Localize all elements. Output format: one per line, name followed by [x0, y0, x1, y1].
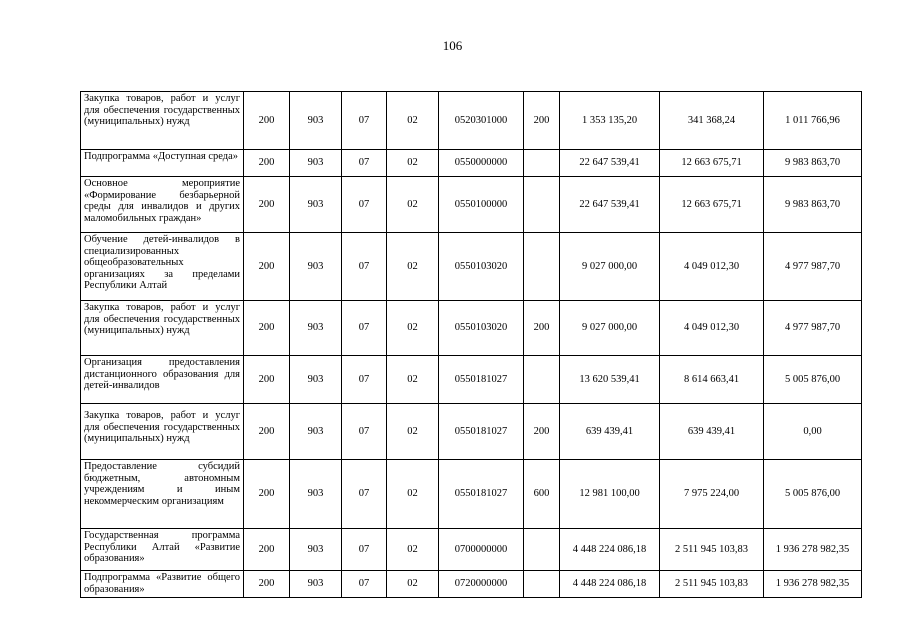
row-type: 200: [524, 404, 560, 460]
row-col-3: 07: [342, 177, 387, 233]
row-col-3: 07: [342, 92, 387, 150]
row-col-4: 02: [387, 460, 439, 529]
row-value-2: 4 049 012,30: [660, 301, 764, 356]
row-col-2: 903: [290, 150, 342, 177]
row-type: [524, 177, 560, 233]
row-col-3: 07: [342, 233, 387, 301]
row-name: Закупка товаров, работ и услуг для обеспечения государственных (муниципальных) нужд: [81, 404, 244, 460]
row-type: [524, 233, 560, 301]
row-col-4: 02: [387, 233, 439, 301]
table-row: [81, 233, 862, 301]
row-value-1: 9 027 000,00: [560, 233, 660, 301]
table-row: [81, 356, 862, 404]
row-name: Государственная программа Республики Алтай «Развитие образования»: [81, 529, 244, 571]
row-code: 0720000000: [439, 571, 524, 598]
table-row: [81, 529, 862, 571]
row-name: Закупка товаров, работ и услуг для обеспечения государственных (муниципальных) нужд: [81, 301, 244, 356]
row-col-1: 200: [244, 529, 290, 571]
row-value-1: 1 353 135,20: [560, 92, 660, 150]
row-code: 0550181027: [439, 460, 524, 529]
row-value-3: 9 983 863,70: [764, 150, 862, 177]
row-col-2: 903: [290, 356, 342, 404]
row-type: [524, 356, 560, 404]
row-value-3: 1 936 278 982,35: [764, 571, 862, 598]
row-col-3: 07: [342, 150, 387, 177]
row-col-1: 200: [244, 92, 290, 150]
row-value-2: 341 368,24: [660, 92, 764, 150]
row-col-4: 02: [387, 356, 439, 404]
row-value-1: 22 647 539,41: [560, 177, 660, 233]
row-col-1: 200: [244, 356, 290, 404]
row-value-3: 1 936 278 982,35: [764, 529, 862, 571]
row-name: Подпрограмма «Развитие общего образования»: [81, 571, 244, 598]
table-row: [81, 301, 862, 356]
table-row: [81, 404, 862, 460]
table-body: [81, 92, 862, 598]
row-type: [524, 571, 560, 598]
row-col-2: 903: [290, 92, 342, 150]
row-value-1: 13 620 539,41: [560, 356, 660, 404]
row-code: 0550103020: [439, 301, 524, 356]
row-col-4: 02: [387, 529, 439, 571]
row-col-3: 07: [342, 529, 387, 571]
row-code: 0550100000: [439, 177, 524, 233]
row-col-3: 07: [342, 460, 387, 529]
row-col-1: 200: [244, 571, 290, 598]
row-col-1: 200: [244, 301, 290, 356]
row-value-1: 12 981 100,00: [560, 460, 660, 529]
row-code: 0550000000: [439, 150, 524, 177]
row-col-2: 903: [290, 233, 342, 301]
row-col-2: 903: [290, 301, 342, 356]
row-col-2: 903: [290, 460, 342, 529]
table-row: [81, 460, 862, 529]
row-col-1: 200: [244, 233, 290, 301]
row-col-4: 02: [387, 92, 439, 150]
row-type: 200: [524, 301, 560, 356]
row-col-3: 07: [342, 356, 387, 404]
row-code: 0550103020: [439, 233, 524, 301]
row-col-1: 200: [244, 460, 290, 529]
row-value-3: 4 977 987,70: [764, 301, 862, 356]
row-col-2: 903: [290, 529, 342, 571]
row-type: 600: [524, 460, 560, 529]
row-value-1: 9 027 000,00: [560, 301, 660, 356]
table-row: [81, 92, 862, 150]
row-name: Предоставление субсидий бюджетным, автономным учреждениям и иным некоммерческим организациям: [81, 460, 244, 529]
row-col-2: 903: [290, 404, 342, 460]
row-col-3: 07: [342, 404, 387, 460]
row-col-3: 07: [342, 301, 387, 356]
row-value-2: 8 614 663,41: [660, 356, 764, 404]
row-type: [524, 529, 560, 571]
row-value-2: 639 439,41: [660, 404, 764, 460]
row-value-3: 0,00: [764, 404, 862, 460]
row-code: 0700000000: [439, 529, 524, 571]
row-value-3: 5 005 876,00: [764, 460, 862, 529]
row-col-2: 903: [290, 177, 342, 233]
row-value-2: 2 511 945 103,83: [660, 571, 764, 598]
budget-table: [80, 91, 862, 598]
row-value-1: 4 448 224 086,18: [560, 571, 660, 598]
table-row: [81, 177, 862, 233]
row-name: Закупка товаров, работ и услуг для обеспечения государственных (муниципальных) нужд: [81, 92, 244, 150]
row-value-2: 12 663 675,71: [660, 177, 764, 233]
row-name: Организация предоставления дистанционного образования для детей-инвалидов: [81, 356, 244, 404]
row-col-3: 07: [342, 571, 387, 598]
row-value-2: 2 511 945 103,83: [660, 529, 764, 571]
row-col-4: 02: [387, 150, 439, 177]
row-col-4: 02: [387, 301, 439, 356]
row-type: 200: [524, 92, 560, 150]
row-col-2: 903: [290, 571, 342, 598]
table-row: [81, 571, 862, 598]
page-number: 106: [442, 38, 463, 53]
row-code: 0550181027: [439, 404, 524, 460]
row-col-1: 200: [244, 404, 290, 460]
row-value-1: 4 448 224 086,18: [560, 529, 660, 571]
row-value-2: 7 975 224,00: [660, 460, 764, 529]
row-name: Подпрограмма «Доступная среда»: [81, 150, 244, 177]
row-value-2: 4 049 012,30: [660, 233, 764, 301]
row-code: 0550181027: [439, 356, 524, 404]
row-value-3: 5 005 876,00: [764, 356, 862, 404]
row-col-4: 02: [387, 177, 439, 233]
row-name: Обучение детей-инвалидов в специализированных общеобразовательных организациях за пределами Республики Алтай: [81, 233, 244, 301]
row-col-4: 02: [387, 571, 439, 598]
row-name: Основное мероприятие «Формирование безбарьерной среды для инвалидов и других маломобильных граждан»: [81, 177, 244, 233]
table-row: [81, 150, 862, 177]
row-value-1: 639 439,41: [560, 404, 660, 460]
row-value-1: 22 647 539,41: [560, 150, 660, 177]
row-col-1: 200: [244, 150, 290, 177]
row-value-3: 4 977 987,70: [764, 233, 862, 301]
row-col-4: 02: [387, 404, 439, 460]
row-code: 0520301000: [439, 92, 524, 150]
row-type: [524, 150, 560, 177]
row-value-3: 9 983 863,70: [764, 177, 862, 233]
row-value-2: 12 663 675,71: [660, 150, 764, 177]
row-value-3: 1 011 766,96: [764, 92, 862, 150]
row-col-1: 200: [244, 177, 290, 233]
